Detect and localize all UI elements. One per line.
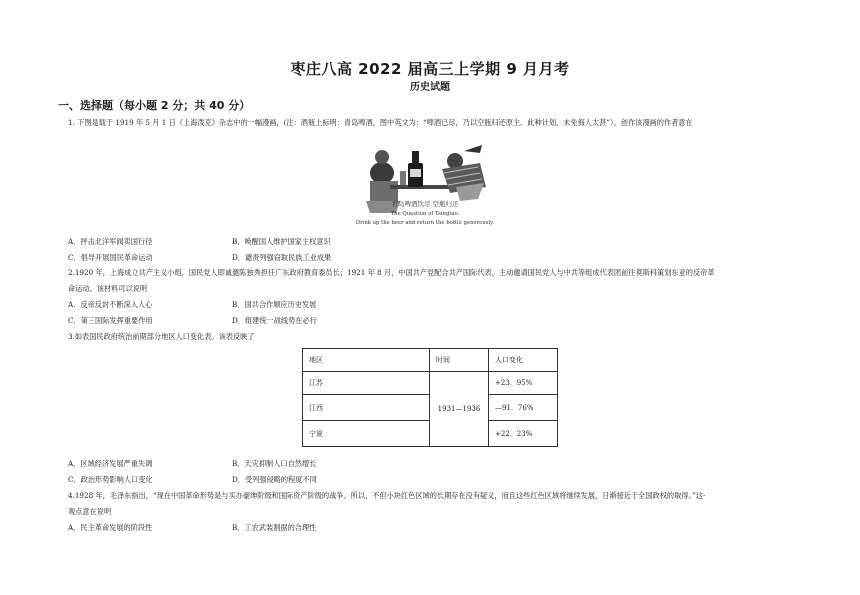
exam-subtitle: 历史试题 <box>410 82 450 93</box>
question-3-stem: 3.如表国民政府统治前期部分地区人口变化表。该表反映了 <box>68 332 255 341</box>
question-4-stem-line-1: 4.1928 年，毛泽东指出，“现在中国革命形势是与买办豪绅阶级和国际资产阶级的战争。所以，不但小块红色区域的长期存在没有疑义，而且这些红色区域将继续发展，日渐接近于全国政权的取得。”这- <box>68 491 706 500</box>
q3-option-d: D．受列强侵略的程度不同 <box>232 475 317 484</box>
section-heading: 一、选择题（每小题 2 分；共 40 分） <box>58 99 251 112</box>
q3-option-b: B．天灾抑制人口自然增长 <box>232 459 317 468</box>
table-cell-change: +22．23% <box>489 421 558 447</box>
exam-title: 枣庄八高 2022 届高三上学期 9 月月考 <box>290 60 570 78</box>
q2-option-a: A．反帝反封不断深入人心 <box>68 300 153 309</box>
q1-option-b: B．唤醒国人维护国家主权意识 <box>232 237 331 246</box>
cartoon-illustration <box>360 143 490 231</box>
table-cell-change: —91．76% <box>489 395 558 421</box>
table-header-change: 人口变化 <box>489 349 558 372</box>
q1-option-d: D．谴责列强窃取民族工业成果 <box>232 253 332 262</box>
table-row <box>303 372 558 395</box>
question-2-stem-line-2: 命运动。该材料可以说明 <box>68 284 148 293</box>
population-table <box>302 348 558 447</box>
q2-option-b: B．国共合作顺应历史发展 <box>232 300 317 309</box>
cartoon-caption-en-1: The Question of Tsingtao. <box>390 211 460 217</box>
q2-option-c: C．第三国际发挥重要作用 <box>68 316 153 325</box>
q1-option-c: C．倡导开展国民革命运动 <box>68 253 153 262</box>
table-header-row <box>303 349 558 372</box>
q4-option-a: A．民主革命发展的阶段性 <box>68 523 153 532</box>
table-cell-region: 宁夏 <box>303 421 430 447</box>
question-2-stem-line-1: 2.1920 年，上海成立共产主义小组，国民党人即诚邀陈独秀担任广东政府教育委员长；1921 年 8 月，中国共产党配合共产国际代表，主动邀请国民党人与中共等组成代表团前往莫斯科策划东亚的反帝革 <box>68 268 715 277</box>
table-header-region: 地区 <box>303 349 430 372</box>
q2-option-d: D．组建统一战线势在必行 <box>232 316 317 325</box>
cartoon-caption-cn: 青岛啤酒饮尽 空瓶归还 <box>391 200 459 208</box>
table-cell-region: 江苏 <box>303 372 430 395</box>
question-1-stem: 1. 下图是载于 1919 年 5 月 1 日《上海泼克》杂志中的一幅漫画，(注：酒瓶上标明：青岛啤酒，图中英文为：“啤酒已尽，乃以空瓶归还原主。此种计划，未免侮人太甚”）。创作该漫画的作者意在 <box>68 118 693 127</box>
question-1-cartoon <box>355 143 495 231</box>
q3-option-c: C．政治形势影响人口变化 <box>68 475 153 484</box>
table-cell-region: 江西 <box>303 395 430 421</box>
q1-option-a: A．抨击北洋军阀卖国行径 <box>68 237 153 246</box>
table-cell-change: +23．95% <box>489 372 558 395</box>
question-4-stem-line-2: 观点意在说明 <box>68 507 112 516</box>
q3-option-a: A．区域经济发展严重失调 <box>68 459 153 468</box>
table-header-time: 时间 <box>430 349 489 372</box>
cartoon-caption-en-2: Drink up the beer and return the bottle generously. <box>355 220 495 226</box>
q4-option-b: B．工农武装割据的合理性 <box>232 523 317 532</box>
table-cell-period: 1931—1936 <box>430 372 489 447</box>
